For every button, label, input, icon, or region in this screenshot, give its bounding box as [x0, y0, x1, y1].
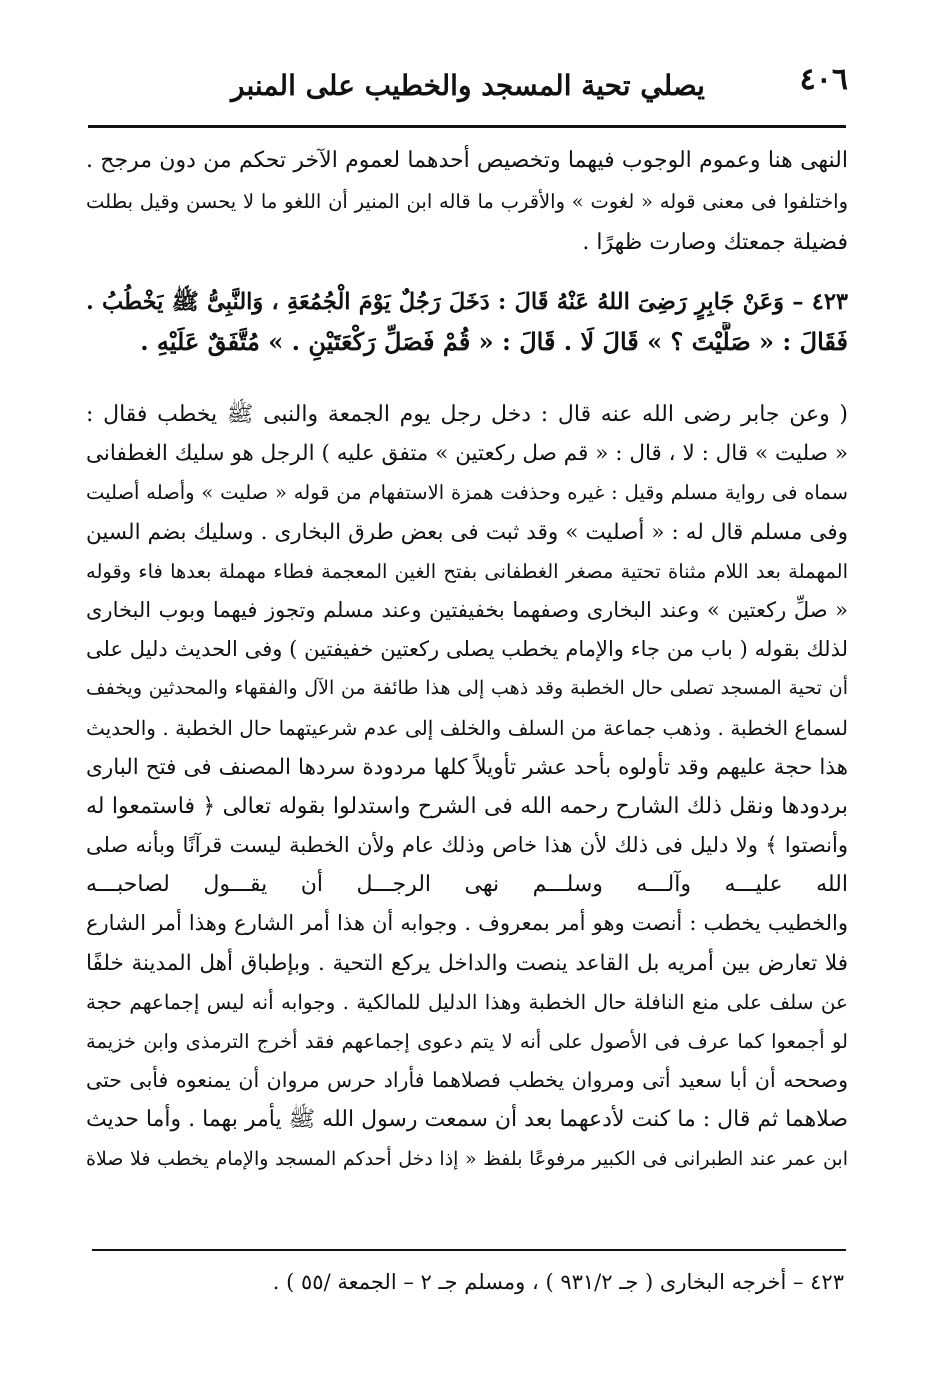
text-line: « صليت » قال : لا ، قال : « قم صل ركعتين » متفق عليه ) الرجل هو سليك الغطفانى: [86, 441, 848, 467]
text-line: ابن عمر عند الطبرانى فى الكبير مرفوعًا بلفظ « إذا دخل أحدكم المسجد والإمام يخطب فلا صلاة: [86, 1147, 848, 1170]
text-line: عن سلف على منع النافلة حال الخطبة وهذا الدليل للمالكية . وجوابه أنه ليس إجماعهم حجة: [86, 989, 848, 1014]
text-line: فلا تعارض بين أمريه بل القاعد ينصت والداخل يركع التحية . وبإطباق أهل المدينة خلفًا: [86, 950, 848, 976]
text-line: بردودها ونقل ذلك الشارح رحمه الله فى الشرح واستدلوا بقوله تعالى ﴿ فاستمعوا له: [86, 793, 848, 819]
text-line: والخطيب يخطب : أنصت وهو أمر بمعروف . وجوابه أن هذا أمر الشارع وهذا أمر الشارع: [86, 911, 848, 936]
text-line: الله عليـــه وآلـــه وسلـــم نهى الرجـــل أن يقـــول لصاحبـــه: [86, 872, 848, 898]
text-line: ( وعن جابر رضى الله عنه قال : دخل رجل يوم الجمعة والنبى ﷺ يخطب فقال :: [86, 402, 848, 427]
hadith-text: [86, 282, 848, 362]
hadith-line: ٤٢٣ – وَعَنْ جَابِرٍ رَضِىَ اللهُ عَنْهُ قَالَ : دَخَلَ رَجُلٌ يَوْمَ الْجُمُعَةِ ، وَالنَّبِىُّ ﷺ يَخْطُبُ .: [86, 289, 848, 315]
page-header: [88, 56, 848, 112]
text-line: وفى مسلم قال له : « أصليت » وقد ثبت فى بعض طرق البخارى . وسليك بضم السين: [86, 519, 848, 545]
page-number: ٤٠٦: [799, 62, 848, 97]
commentary-paragraph: [86, 395, 848, 1179]
footnote-rule: [92, 1249, 846, 1251]
text-line: أن تحية المسجد تصلى حال الخطبة وقد ذهب إلى هذا طائفة من الآل والفقهاء والمحدثين ويخفف: [86, 677, 848, 700]
footnote: ٤٢٣ – أخرجه البخارى ( جـ ٩٣١/٢ ) ، ومسلم جـ ٢ – الجمعة /٥٥ ) .: [272, 1270, 844, 1294]
text-line: المهملة بعد اللام مثناة تحتية مصغر الغطفانى بفتح الغين المعجمة فطاء مهملة بعدها فاء وقوله: [86, 559, 848, 583]
running-title: يصلي تحية المسجد والخطيب على المنبر: [231, 69, 705, 102]
hadith-line: فَقَالَ : « صَلَّيْتَ ؟ » قَالَ لَا . قَالَ : « قُمْ فَصَلِّ رَكْعَتَيْنِ . » مُتَّفَقٌ عَلَيْهِ .: [140, 327, 848, 356]
header-rule: [88, 125, 846, 128]
text-line: لو أجمعوا كما عرف فى الأصول على أنه لا يتم دعوى إجماعهم فقد أخرج الترمذى وابن خزيمة: [86, 1030, 848, 1053]
intro-paragraph: [86, 140, 848, 263]
text-line: صلاهما ثم قال : ما كنت لأدعهما بعد أن سمعت رسول الله ﷺ يأمر بهما . وأما حديث: [86, 1107, 848, 1133]
text-line: النهى هنا وعموم الوجوب فيهما وتخصيص أحدهما لعموم الآخر تحكم من دون مرجح .: [86, 148, 848, 173]
text-line: وصححه أن أبا سعيد أتى ومروان يخطب فصلاهما فأراد حرس مروان أن يمنعوه فأبى حتى: [86, 1068, 848, 1093]
text-line: « صلِّ ركعتين » وعند البخارى وصفهما بخفيفتين وعند مسلم وتجوز فيهما وبوب البخارى: [86, 597, 848, 622]
text-line: فضيلة جمعتك وصارت ظهرًا .: [582, 230, 848, 255]
text-line: وأنصتوا ﴾ ولا دليل فى ذلك لأن هذا خاص وذلك عام ولأن الخطبة ليست قرآنًا وبأنه صلى: [86, 833, 848, 858]
text-line: سماه فى رواية مسلم وقيل : غيره وحذفت همزة الاستفهام من قوله « صليت » وأصله أصليت: [86, 481, 848, 505]
text-line: لذلك بقوله ( باب من جاء والإمام يخطب يصلى ركعتين خفيفتين ) وفى الحديث دليل على: [86, 637, 848, 662]
text-line: لسماع الخطبة . وذهب جماعة من السلف والخلف إلى عدم شرعيتهما حال الخطبة . والحديث: [86, 715, 848, 740]
text-line: هذا حجة عليهم وقد تأولوه بأحد عشر تأويلاً كلها مردودة سردها المصنف فى فتح البارى: [86, 754, 848, 780]
text-line: واختلفوا فى معنى قوله « لغوت » والأقرب ما قاله ابن المنير أن اللغو ما لا يحسن وقيل بطلت: [86, 190, 848, 213]
